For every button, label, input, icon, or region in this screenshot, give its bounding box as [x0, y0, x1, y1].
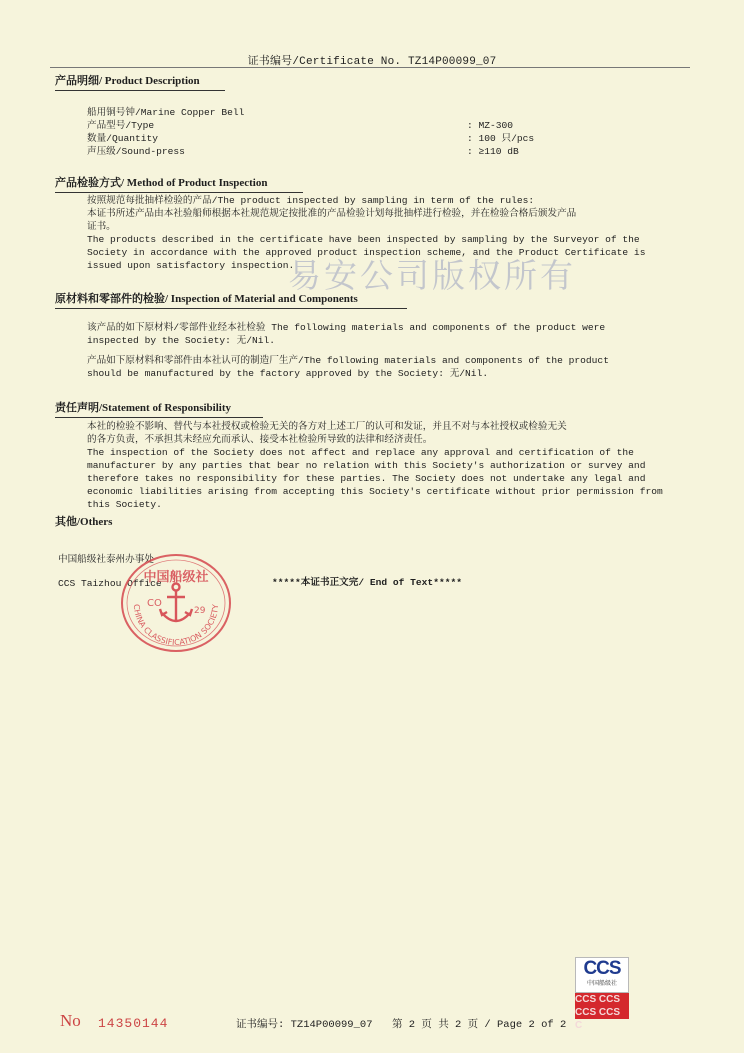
certificate-number-header: 证书编号/Certificate No. TZ14P00099_07 — [247, 56, 497, 68]
inspection-line: 证书。 — [87, 221, 116, 232]
copyright-watermark: 易安公司版权所有 — [288, 256, 576, 295]
number-mark: No — [60, 1011, 81, 1030]
ccs-logo-subtitle: 中国船级社 — [586, 980, 617, 987]
materials-line: 产品如下原材料和零部件由本社认可的制造厂生产/The following materials and components of the product — [87, 355, 609, 366]
quantity-label: 数量/Quantity — [87, 133, 159, 144]
type-value: : MZ-300 — [467, 120, 514, 131]
stamp-top-text: 中国船级社 — [143, 570, 209, 585]
office-name-en: CCS Taizhou Office — [58, 578, 162, 589]
responsibility-title — [55, 399, 231, 415]
stamp-left-code: CO — [147, 598, 162, 609]
responsibility-title-text: 责任声明/Statement of Responsibility — [55, 402, 231, 414]
ccs-logo-panel — [575, 957, 629, 993]
materials-line: should be manufactured by the factory approved by the Society: 无/Nil. — [87, 368, 489, 379]
product-description-labels — [87, 106, 244, 158]
materials-para-2 — [87, 354, 687, 380]
footer-certificate-number: 证书编号: TZ14P00099_07 — [236, 1019, 373, 1031]
anchor-icon — [160, 584, 192, 622]
product-description-title — [55, 72, 200, 88]
responsibility-line: The inspection of the Society does not affect and replace any approval and certification of the — [87, 447, 634, 458]
inspection-method-title-text: 产品检验方式/ Method of Product Inspection — [55, 177, 268, 189]
product-description-values — [467, 119, 534, 158]
inspection-line: The products described in the certificate have been inspected by sampling by the Surveyor of the — [87, 234, 640, 245]
ccs-logo-mark: CCS — [583, 958, 621, 979]
page-indicator: 第 2 页 共 2 页 / Page 2 of 2 — [392, 1019, 567, 1031]
responsibility-body — [87, 420, 687, 511]
responsibility-line: manufacturer by any parties that bear no relation with this Society's authorization or survey and — [87, 460, 646, 471]
type-label: 产品型号/Type — [87, 120, 155, 131]
quantity-value: : 100 只/pcs — [467, 133, 535, 144]
title-underline — [55, 90, 225, 91]
product-description-title-text: 产品明细/ Product Description — [55, 75, 200, 87]
product-name: 船用铜号钟/Marine Copper Bell — [87, 107, 245, 118]
responsibility-line: this Society. — [87, 499, 162, 510]
header-rule — [50, 67, 690, 68]
inspection-line: Society in accordance with the approved product inspection scheme, and the Product Certificate is — [87, 247, 646, 258]
materials-para-1 — [87, 321, 687, 347]
title-underline — [55, 192, 303, 193]
inspection-line: 按照规范每批抽样检验的产品/The product inspected by sampling in term of the rules: — [87, 195, 535, 206]
serial-number: 14350144 — [98, 1016, 169, 1031]
stamp-ring-text: CHINA CLASSIFICATION SOCIETY — [131, 603, 221, 648]
title-underline — [55, 308, 407, 309]
materials-title — [55, 290, 358, 306]
responsibility-line: 本社的检验不影响、替代与本社授权或检验无关的各方对上述工厂的认可和发证，并且不对与本社授权或检验无关 — [87, 421, 567, 432]
sound-press-value: : ≥110 dB — [467, 146, 519, 157]
sound-press-label: 声压级/Sound-press — [87, 146, 185, 157]
materials-line: 该产品的如下原材料/零部件业经本社检验 The following materials and components of the product were — [87, 322, 606, 333]
inspection-method-title — [55, 174, 267, 190]
materials-line: inspected by the Society: 无/Nil. — [87, 335, 276, 346]
materials-title-text: 原材料和零部件的检验/ Inspection of Material and Components — [55, 293, 358, 305]
inspection-line: issued upon satisfactory inspection. — [87, 260, 295, 271]
others-title-text: 其他/Others — [55, 516, 113, 528]
inspection-line: 本证书所述产品由本社验船师根据本社规范规定按批准的产品检验计划每批抽样进行检验，并在检验合格后颁发产品 — [87, 208, 577, 219]
responsibility-line: 的各方负责，不承担其未经应允而承认、接受本社检验所导致的法律和经济责任。 — [87, 434, 433, 445]
responsibility-line: economic liabilities arising from accepting this Society's certificate without prior permission from — [87, 486, 663, 497]
ccs-logo — [571, 955, 631, 1031]
title-underline — [55, 417, 263, 418]
office-name-cn: 中国船级社泰州办事处 — [58, 554, 154, 565]
end-of-text: *****本证书正文完/ End of Text***** — [272, 577, 462, 588]
stamp-right-code: 29 — [194, 606, 206, 616]
ccs-stamp-seal — [120, 553, 232, 653]
ccs-logo-pattern: CCS CCS CCS CCS C — [575, 993, 629, 1019]
others-title — [55, 513, 112, 529]
responsibility-line: therefore takes no responsibility for these parties. The Society does not undertake any legal and — [87, 473, 646, 484]
